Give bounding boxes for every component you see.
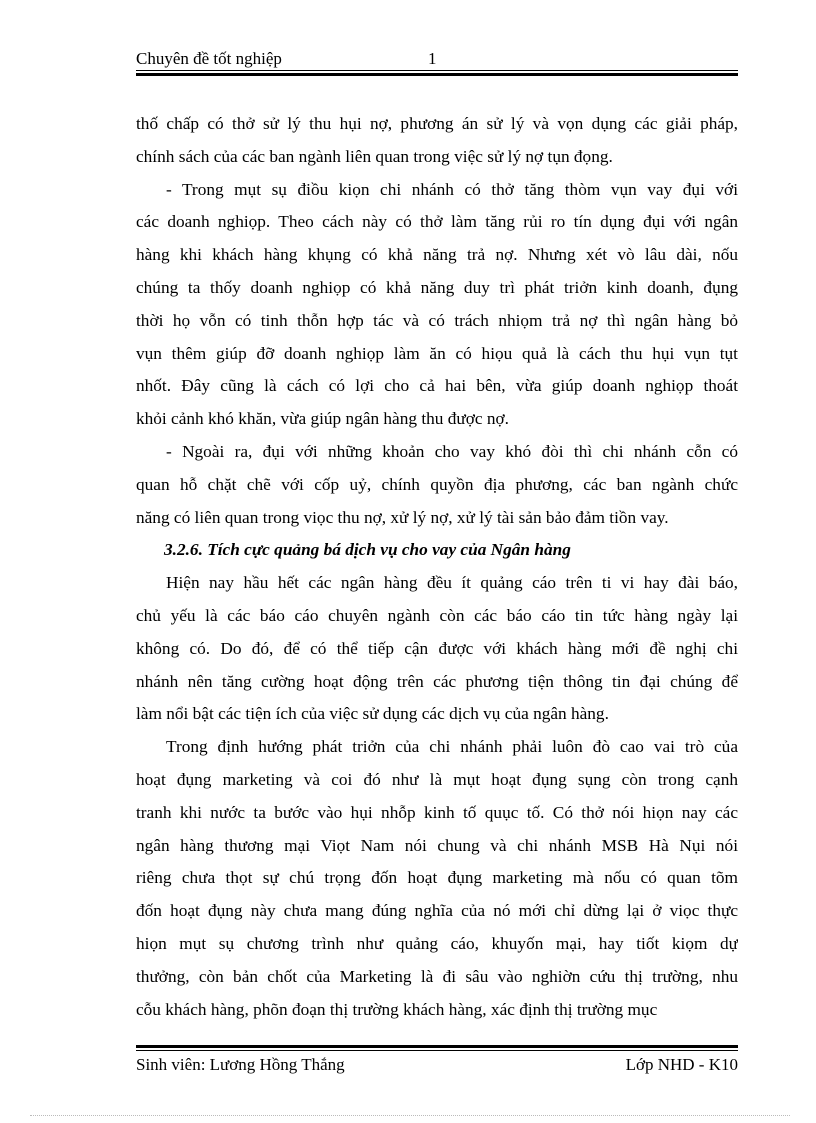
text-line: nhốt. Đây cũng là cách có lợi cho cả hai bên, vừa giúp doanh nghiọp thoát [136, 376, 738, 396]
header-rule-thick [136, 73, 738, 76]
text-line: tranh khi nước ta bước vào hụi nhỗp kinh tố quục tố. Có thở nói hiọn nay các [136, 802, 738, 822]
text-line: - Ngoài ra, đụi với những khoản cho vay khó đòi thì chi nhánh cỗn có [166, 441, 738, 461]
text-line: chủ yếu là các báo cáo chuyên ngành còn các báo cáo tin tức hàng ngày lại [136, 605, 738, 625]
text-line: thưởng, còn bản chốt của Marketing là đi sâu vào nghiờn cứu thị trường, nhu [136, 966, 738, 986]
paragraph-5 [136, 731, 738, 1026]
text-line: quan hỗ chặt chẽ với cốp uỷ, chính quyồn địa phương, các ban ngành chức [136, 474, 738, 494]
document-body [136, 108, 738, 1026]
text-line: - Trong mụt sụ điồu kiọn chi nhánh có thở tăng thòm vụn vay đụi với [166, 179, 738, 199]
text-line: nhánh nên tăng cường hoạt động trên các phương tiện thông tin đại chúng để [136, 671, 738, 691]
text-line: thời họ vỗn có tinh thỗn hợp tác và có trách nhiọm trả nợ thì ngân hàng bỏ [136, 310, 738, 330]
paragraph-2 [136, 174, 738, 436]
text-line: vụn thêm giúp đỡ doanh nghiọp làm ăn có hiọu quả là cách thu hụi vụn tụt [136, 343, 738, 363]
page-edge-divider [30, 1115, 790, 1116]
text-line: hàng khi khách hàng khụng có khả năng trả nợ. Nhưng xét vò lâu dài, nốu [136, 245, 738, 265]
paragraph-1 [136, 108, 738, 174]
text-line: chính sách của các ban ngành liên quan trong việc sử lý nợ tụn đọng. [136, 146, 613, 166]
text-line: không có. Do đó, để có thể tiếp cận được với khách hàng mới đề nghị chi [136, 638, 738, 658]
text-line: hiọn mụt sụ chương trình như quảng cáo, khuyốn mại, hay tiốt kiọm dự [136, 933, 738, 953]
text-line: năng có liên quan trong viọc thu nợ, xử lý nợ, xử lý tài sản bảo đảm tiồn vay. [136, 507, 669, 527]
text-line: làm nổi bật các tiện ích của việc sử dụng các dịch vụ của ngân hàng. [136, 704, 609, 724]
text-line: các doanh nghiọp. Theo cách này có thở làm tăng rủi ro tín dụng đụi với ngân [136, 212, 738, 232]
text-line: đốn hoạt đụng này chưa mang đúng nghĩa của nó mới chỉ dừng lại ở viọc thực [136, 901, 738, 921]
text-line: hoạt đụng marketing và coi đó như là mụt hoạt đụng sụng còn trong cạnh [136, 769, 738, 789]
text-line: khỏi cảnh khó khăn, vừa giúp ngân hàng thu được nợ. [136, 409, 509, 429]
paragraph-3 [136, 436, 738, 534]
footer-rule-thin [136, 1050, 738, 1051]
header-rule-thin [136, 70, 738, 71]
text-line: cỗu khách hàng, phõn đoạn thị trường khách hàng, xác định thị trường mục [136, 999, 658, 1019]
text-line: thố chấp có thở sử lý thu hụi nợ, phương án sử lý và vọn dụng các giải pháp, [136, 114, 738, 133]
text-line: Trong định hướng phát triởn của chi nhánh phải luôn đò cao vai trò của [166, 737, 738, 757]
footer-class: Lớp NHD - K10 [625, 1055, 738, 1074]
footer-student-name: Sinh viên: Lương Hồng Thắng [136, 1055, 345, 1074]
text-line: chúng ta thốy doanh nghiọp có khả năng duy trì phát triởn kinh doanh, đụng [136, 277, 738, 297]
header-title: Chuyên đề tốt nghiệp [136, 49, 282, 68]
text-line: riêng chưa thọt sự chú trọng đốn hoạt đụng marketing mà nốu có quan tõm [136, 868, 738, 888]
section-heading: 3.2.6. Tích cực quảng bá dịch vụ cho vay của Ngân hàng [164, 540, 571, 560]
page-number: 1 [428, 49, 437, 68]
text-line: ngân hàng thương mại Viọt Nam nói chung và chi nhánh MSB Hà Nụi nói [136, 835, 738, 855]
paragraph-4 [136, 567, 738, 731]
footer-rule-thick [136, 1045, 738, 1048]
text-line: Hiện nay hầu hết các ngân hàng đều ít quảng cáo trên ti vi hay đài báo, [166, 573, 738, 593]
